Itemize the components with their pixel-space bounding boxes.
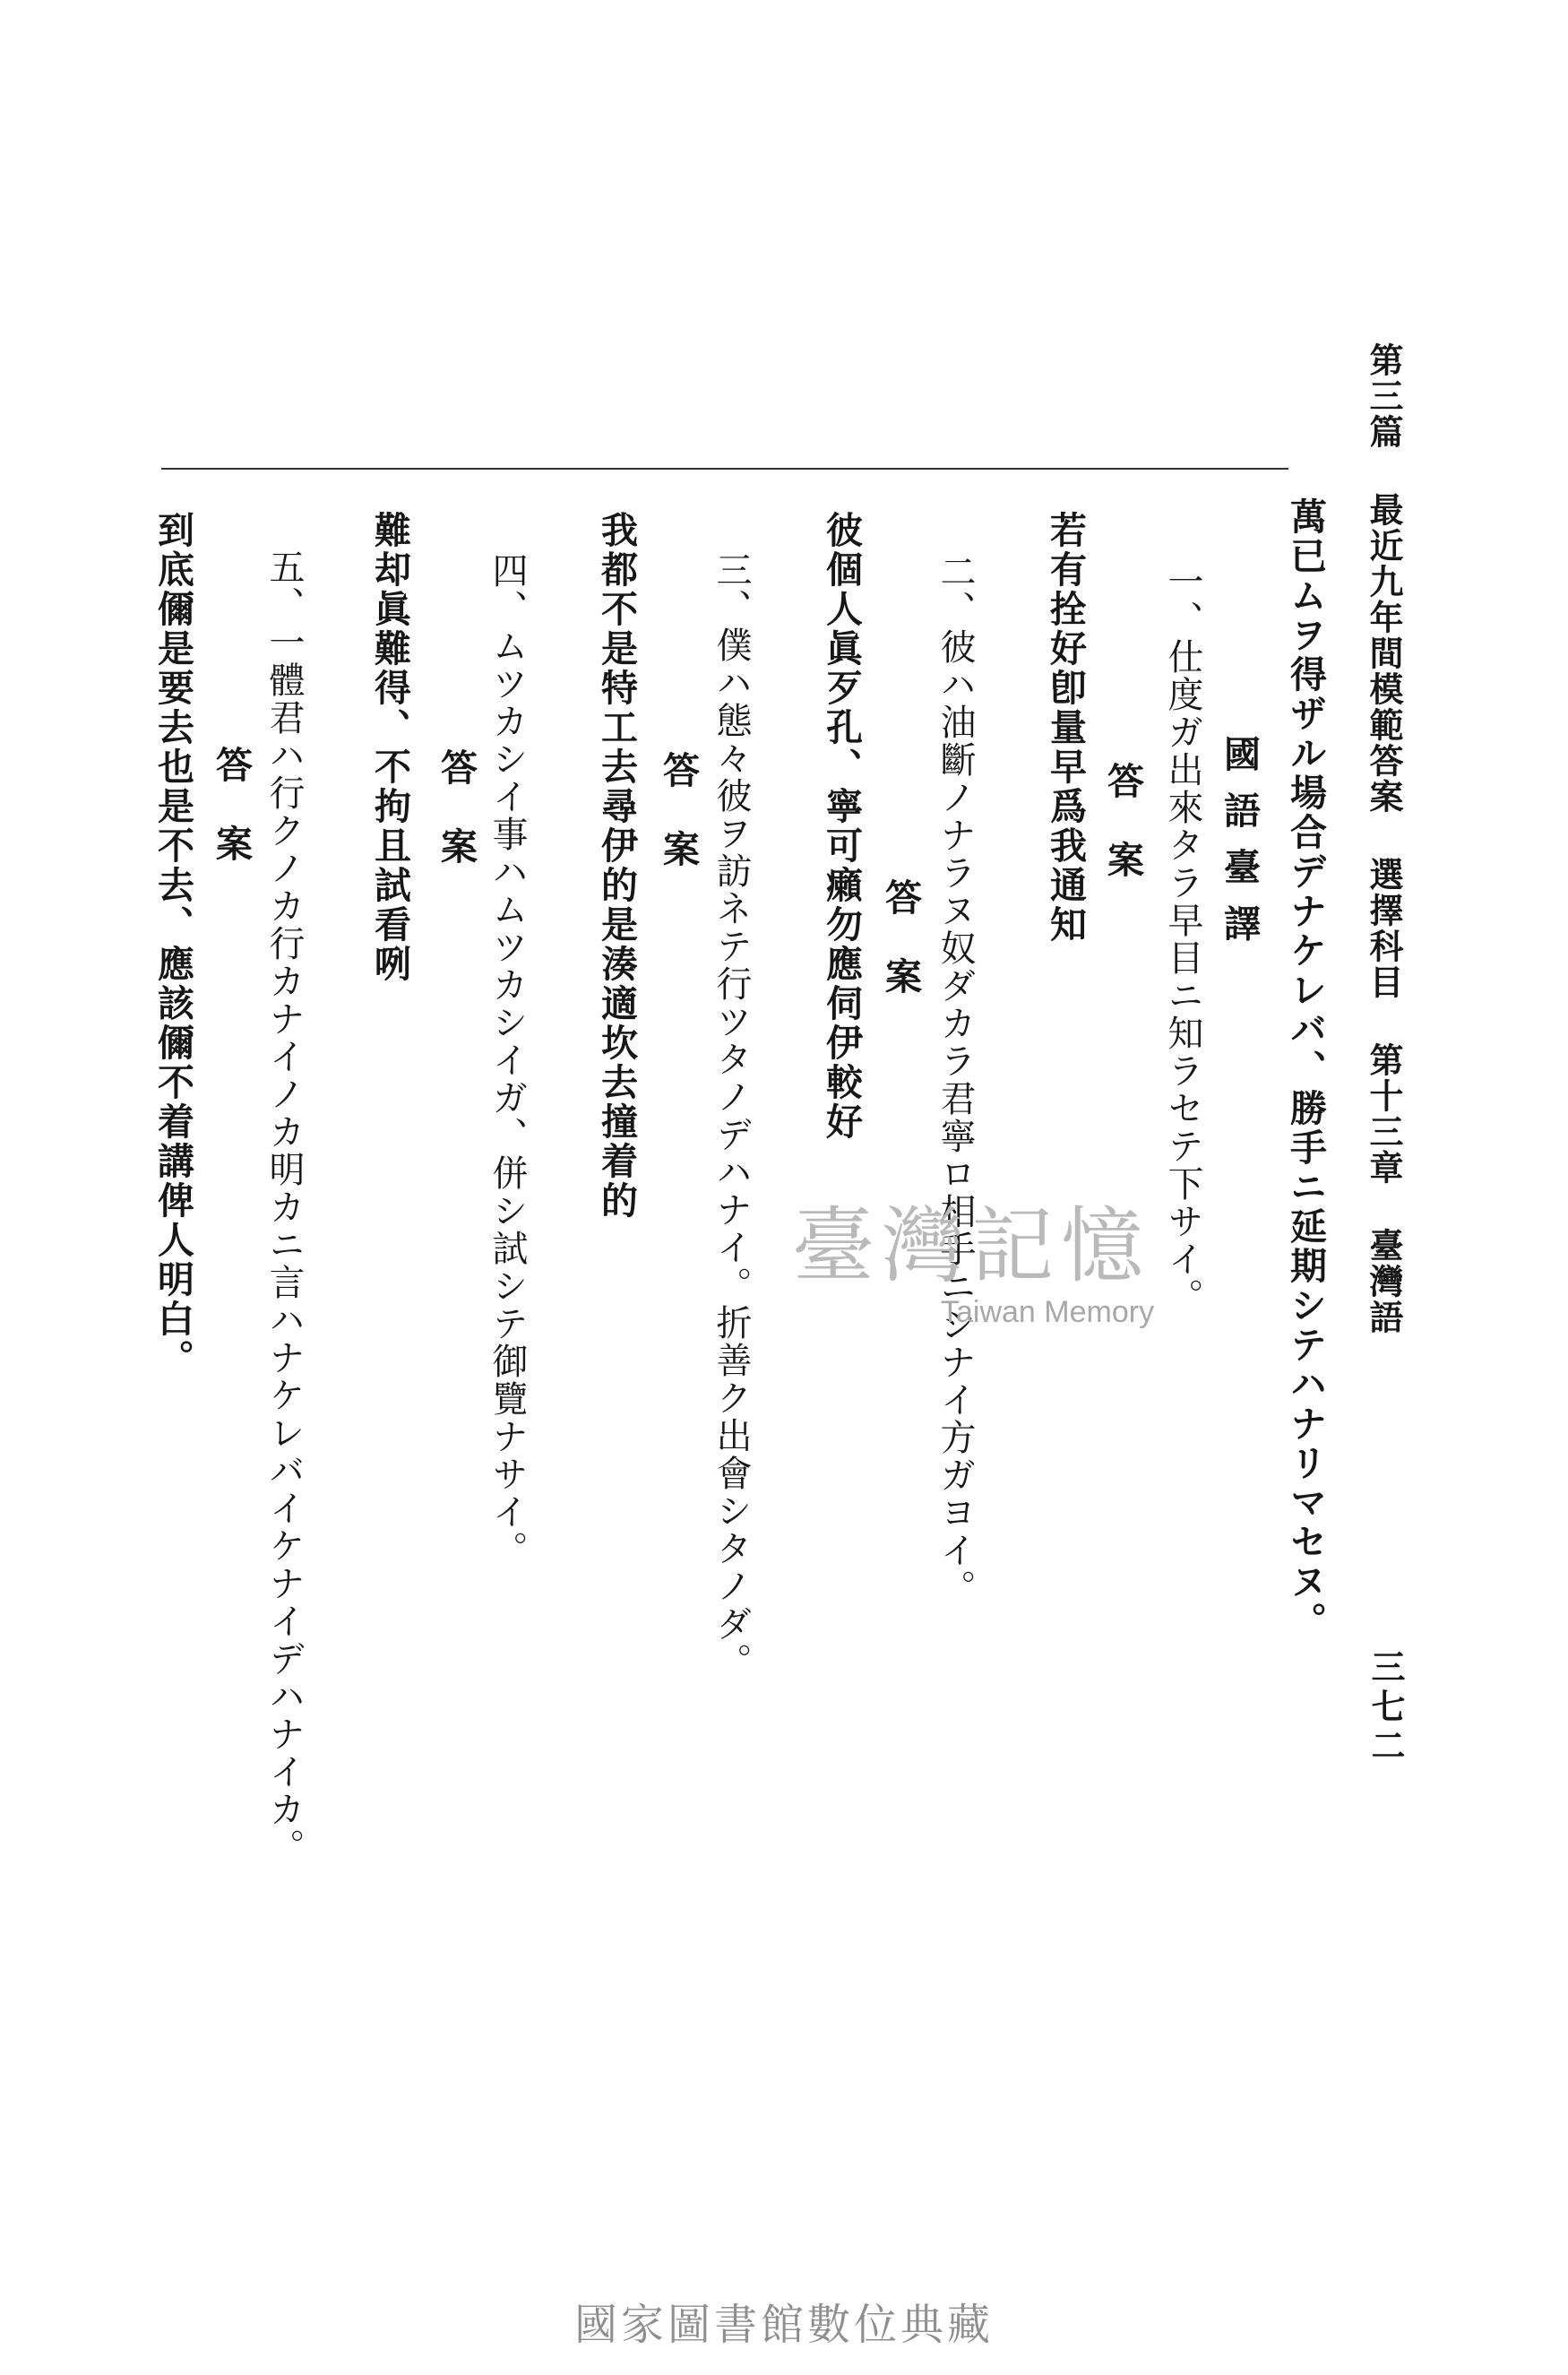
answer-2: 彼個人眞歹孔、寧可癩勿應伺伊較好: [820, 511, 863, 1142]
running-header: 第三篇 最近九年間模範答案 選擇科目 第十三章 臺灣語: [1364, 342, 1404, 1335]
answer-label-2: 答 案: [879, 878, 922, 997]
section-heading: 國語臺譯: [1218, 735, 1261, 961]
watermark-english: Taiwan Memory: [941, 1295, 1155, 1329]
watermark-chinese: 臺灣記憶: [792, 1198, 1151, 1294]
header-divider: [161, 468, 1288, 470]
answer-4: 難却眞難得、不拘且試看咧: [368, 511, 411, 984]
library-footer: 國家圖書館數位典藏: [573, 2300, 994, 2350]
question-1: 一、仕度ガ出來タラ早目ニ知ラセテ下サイ。: [1162, 563, 1203, 1316]
answer-label-5: 答 案: [210, 746, 253, 864]
question-2: 二、彼ハ油斷ノナラヌ奴ダカラ君寧ロ相手ニシナイ方ガヨイ。: [935, 553, 976, 1607]
answer-3: 我都不是特工去尋伊的是湊適坎去撞着的: [595, 511, 638, 1221]
watermark: [788, 1198, 1155, 1330]
answer-5: 到底儞是要去也是不去、應該儞不着講俾人明白。: [151, 511, 194, 1378]
question-4: 四、ムツカシイ事ハムツカシイガ、併シ試シテ御覽ナサイ。: [487, 552, 528, 1568]
page-number: 三七二: [1366, 1649, 1406, 1767]
question-3: 三、僕ハ態々彼ヲ訪ネテ行ツタノデハナイ。折善ク出會シタノダ。: [711, 551, 752, 1680]
answer-label-4: 答 案: [435, 748, 478, 867]
answer-1: 若有拴好卽量早爲我通知: [1044, 511, 1087, 945]
answer-label-3: 答 案: [657, 751, 700, 869]
question-5: 五、一體君ハ行クノカ行カナイノカ明カニ言ハナケレバイケナイデハナイカ。: [263, 548, 305, 1866]
answer-label-1: 答 案: [1101, 762, 1144, 880]
main-question: 萬已ムヲ得ザル場合デナケレバ、勝手ニ延期シテハナリマセヌ。: [1284, 497, 1327, 1641]
